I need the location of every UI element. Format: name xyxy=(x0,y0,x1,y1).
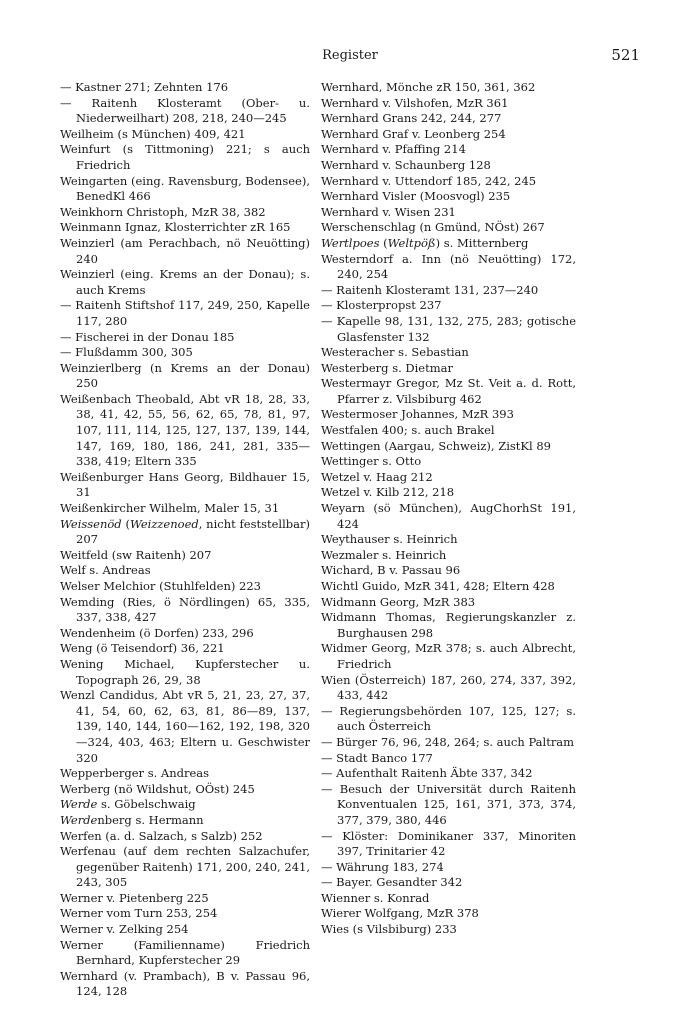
index-entry: Wernhard Graf v. Leonberg 254 xyxy=(321,126,506,141)
index-entry: Weinmann Ignaz, Klosterrichter zR 165 xyxy=(60,220,291,235)
index-entry: Weyarn (sö München), AugChorhSt 191, 424 xyxy=(321,501,576,531)
index-column-left xyxy=(60,80,310,1000)
index-entry: Werde s. Göbelschwaig xyxy=(60,797,196,812)
index-entry: Wernhard v. Uttendorf 185, 242, 245 xyxy=(321,173,537,188)
index-entry: Wien (Österreich) 187, 260, 274, 337, 392, 433, 442 xyxy=(321,672,576,703)
index-entry: Widmann Georg, MzR 383 xyxy=(321,594,476,609)
index-entry: — Stadt Banco 177 xyxy=(321,750,433,765)
index-entry: — Flußdamm 300, 305 xyxy=(60,345,193,360)
index-entry: Wierer Wolfgang, MzR 378 xyxy=(321,906,479,921)
index-entry: — Raitenh Klosteramt (Ober- u. Niederweilhart) 208, 218, 240—245 xyxy=(60,95,310,126)
index-entry: Weinkhorn Christoph, MzR 38, 382 xyxy=(60,204,266,219)
index-entry: Werner v. Zelking 254 xyxy=(60,922,189,937)
index-entry: Werfenau (auf dem rechten Salzachufer, gegenüber Raitenh) 171, 200, 240, 241, 243, 305 xyxy=(60,844,310,890)
index-entry: — Bayer. Gesandter 342 xyxy=(321,875,463,890)
index-entry: Westermoser Johannes, MzR 393 xyxy=(321,407,514,422)
index-entry: Wendenheim (ö Dorfen) 233, 296 xyxy=(60,625,254,640)
index-entry: Wetzel v. Haag 212 xyxy=(321,469,433,484)
index-entry: Werner vom Turn 253, 254 xyxy=(60,906,218,921)
index-entry: — Klosterpropst 237 xyxy=(321,298,442,313)
index-entry: Wemding (Ries, ö Nördlingen) 65, 335, 337, 338, 427 xyxy=(60,594,310,625)
index-entry: Wening Michael, Kupferstecher u. Topograph 26, 29, 38 xyxy=(60,656,310,687)
index-entry: Weingarten (eing. Ravensburg, Bodensee), BenedKl 466 xyxy=(60,173,310,204)
index-entry: Widmann Thomas, Regierungskanzler z. Burghausen 298 xyxy=(321,610,576,640)
index-column-right xyxy=(321,80,576,938)
index-entry: Weißenkircher Wilhelm, Maler 15, 31 xyxy=(60,501,280,516)
index-entry: Wernhard v. Vilshofen, MzR 361 xyxy=(321,95,509,110)
index-entry: Werner v. Pietenberg 225 xyxy=(60,890,209,905)
index-entry: Welf s. Andreas xyxy=(60,563,151,578)
index-entry: Weißenbach Theobald, Abt vR 18, 28, 33, 38, 41, 42, 55, 56, 62, 65, 78, 81, 97, 107, 111, 114, 125, 127, 137, 139, 144, 147, 169, 180, 186, 241, 281, 335—338, 419; Eltern 335 xyxy=(60,391,310,469)
index-entry: Wienner s. Konrad xyxy=(321,890,430,905)
index-entry: Wernhard (v. Prambach), B v. Passau 96, 124, 128 xyxy=(60,968,310,999)
index-entry: Westermayr Gregor, Mz St. Veit a. d. Rott, Pfarrer z. Vilsbiburg 462 xyxy=(321,376,576,406)
index-entry: Wernhard v. Wisen 231 xyxy=(321,204,456,219)
index-entry: Welser Melchior (Stuhlfelden) 223 xyxy=(60,579,261,593)
index-entry: Wettinger s. Otto xyxy=(321,454,422,469)
index-entry: — Bürger 76, 96, 248, 264; s. auch Paltram xyxy=(321,734,575,749)
index-entry: Werdenberg s. Hermann xyxy=(60,812,204,827)
index-entry: — Besuch der Universität durch Raitenh Konventualen 125, 161, 371, 373, 374, 377, 379, 380, 446 xyxy=(321,781,576,827)
index-entry: Weissenöd (Weizzenoed, nicht feststellbar) 207 xyxy=(60,516,310,547)
index-entry: Weinzierl (am Perachbach, nö Neuötting) 240 xyxy=(60,235,310,266)
index-entry: Wetzel v. Kilb 212, 218 xyxy=(321,485,455,500)
index-entry: Wernhard v. Schaunberg 128 xyxy=(321,157,491,172)
index-entry: Wies (s Vilsbiburg) 233 xyxy=(321,922,457,937)
index-entry: Westeracher s. Sebastian xyxy=(321,345,469,360)
index-entry: — Aufenthalt Raitenh Äbte 337, 342 xyxy=(321,766,533,781)
index-entry: Wenzl Candidus, Abt vR 5, 21, 23, 27, 37, 41, 54, 60, 62, 63, 81, 86—89, 137, 139, 140, 144, 160—162, 192, 198, 320—324, 403, 463; Eltern u. Geschwister 320 xyxy=(60,688,310,765)
index-entry: Weng (ö Teisendorf) 36, 221 xyxy=(60,641,225,656)
index-entry: Weilheim (s München) 409, 421 xyxy=(60,126,246,141)
index-entry: — Kapelle 98, 131, 132, 275, 283; gotische Glasfenster 132 xyxy=(321,313,576,344)
index-entry: Werberg (nö Wildshut, OÖst) 245 xyxy=(60,781,255,796)
index-entry: — Raitenh Stiftshof 117, 249, 250, Kapelle 117, 280 xyxy=(60,298,310,328)
index-entry: Westerberg s. Dietmar xyxy=(321,360,453,375)
index-entry: Werschenschlag (n Gmünd, NÖst) 267 xyxy=(321,220,545,235)
index-entry: Wichard, B v. Passau 96 xyxy=(321,563,461,578)
index-entry: Werfen (a. d. Salzach, s Salzb) 252 xyxy=(60,828,263,843)
index-entry: Weitfeld (sw Raitenh) 207 xyxy=(60,547,212,562)
index-entry: Wertlpoes (Weltpöß) s. Mitternberg xyxy=(321,235,529,250)
index-entry: — Fischerei in der Donau 185 xyxy=(60,329,235,344)
index-entry: Westerndorf a. Inn (nö Neuötting) 172, 240, 254 xyxy=(321,251,576,282)
index-entry: Weinfurt (s Tittmoning) 221; s auch Friedrich xyxy=(60,142,310,172)
index-entry: Weißenburger Hans Georg, Bildhauer 15, 31 xyxy=(60,469,310,500)
index-entry: Wernhard, Mönche zR 150, 361, 362 xyxy=(321,80,536,94)
index-entry: Wettingen (Aargau, Schweiz), ZistKl 89 xyxy=(321,438,551,453)
index-entry: — Klöster: Dominikaner 337, Minoriten 397, Trinitarier 42 xyxy=(321,828,576,859)
index-entry: Westfalen 400; s. auch Brakel xyxy=(321,423,495,438)
index-entry: Weinzierl (eing. Krems an der Donau); s. auch Krems xyxy=(60,267,310,297)
running-head: Register xyxy=(322,48,378,63)
page-header xyxy=(60,46,640,68)
index-entry: Wepperberger s. Andreas xyxy=(60,766,210,781)
page-number: 521 xyxy=(611,46,640,64)
index-entry: Wernhard Visler (Moosvogl) 235 xyxy=(321,189,511,204)
index-entry: — Kastner 271; Zehnten 176 xyxy=(60,80,229,94)
index-entry: Weythauser s. Heinrich xyxy=(321,532,458,547)
index-entry: Wernhard Grans 242, 244, 277 xyxy=(321,111,502,126)
index-entry: Weinzierlberg (n Krems an der Donau) 250 xyxy=(60,360,310,391)
index-entry: — Regierungsbehörden 107, 125, 127; s. auch Österreich xyxy=(321,703,576,734)
index-entry: — Raitenh Klosteramt 131, 237—240 xyxy=(321,282,539,297)
index-entry: Wernhard v. Pfaffing 214 xyxy=(321,142,466,157)
index-entry: Widmer Georg, MzR 378; s. auch Albrecht, Friedrich xyxy=(321,641,576,671)
index-entry: Wichtl Guido, MzR 341, 428; Eltern 428 xyxy=(321,579,555,593)
index-entry: Wezmaler s. Heinrich xyxy=(321,547,447,562)
index-entry: — Währung 183, 274 xyxy=(321,859,444,874)
index-entry: Werner (Familienname) Friedrich Bernhard, Kupferstecher 29 xyxy=(60,937,310,968)
